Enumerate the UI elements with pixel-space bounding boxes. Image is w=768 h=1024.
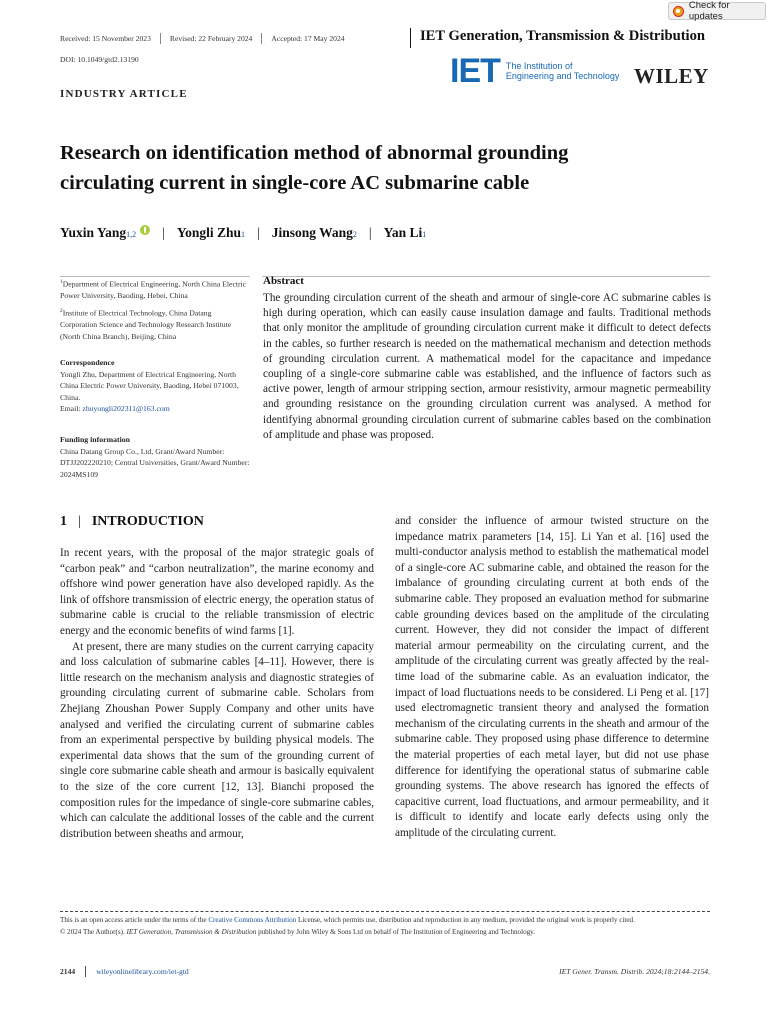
footer-divider: [85, 966, 86, 977]
affiliation-text: Institute of Electrical Technology, China Datang Corporation Science and Technology Research Institute (North China Branch), Beijing, China: [60, 308, 232, 341]
author-separator: |: [162, 225, 165, 240]
license-note: [60, 915, 710, 938]
funding-text: China Datang Group Co., Ltd, Grant/Award Number: DTJJ202220210; Central Universities, Grant/Award Number: 2024MS109: [60, 446, 250, 479]
revised-date: Revised: 22 February 2024: [169, 34, 253, 43]
license-text: License, which permits use, distribution and reproduction in any medium, provided the original work is properly cited.: [296, 916, 635, 924]
article-title: [60, 138, 700, 198]
iet-logo-line2: Engineering and Technology: [505, 71, 620, 81]
check-for-updates-button[interactable]: [668, 2, 766, 20]
author-affiliation-sup[interactable]: 1,2: [126, 230, 137, 239]
section-divider: |: [78, 514, 81, 529]
copyright-line: [60, 927, 710, 939]
author-name[interactable]: Yuxin Yang: [60, 225, 127, 240]
wiley-logo: WILEY: [634, 64, 709, 88]
page-number: 2144: [60, 967, 76, 976]
article-dates: [60, 33, 345, 44]
correspondence-head: Correspondence: [60, 358, 115, 367]
copyright-text: published by John Wiley & Sons Ltd on behalf of The Institution of Engineering and Technology.: [256, 927, 536, 936]
journal-title: IET Generation, Transmission & Distribution: [420, 28, 706, 44]
date-divider: [160, 33, 161, 44]
doi: DOI: 10.1049/gtd2.13190: [60, 55, 139, 64]
section-title: INTRODUCTION: [91, 514, 204, 529]
crossmark-icon: [673, 6, 684, 17]
paragraph: At present, there are many studies on the current carrying capacity and loss calculation of submarine cables [4–11]. However, there is little research on the mechanism analysis and diagnostic strategies of grounding circulating current of submarine cable. Scholars from Zhejiang Zhoushan Power Supply Company and other units have analysed and verified the circulating current of submarine cables from an experimental perspective by building physical models. The experimental data shows that the sum of the grounding current of single core submarine cable sheath and armour is basically equivalent to the size of the core current [12, 13]. Bianchi proposed the composition rules for the impedance of single-core submarine cables, which can calculate the additional losses of the cable and the current distribution between sheaths and armour,: [60, 640, 374, 840]
author-name[interactable]: Yongli Zhu: [176, 225, 242, 240]
journal-url-link[interactable]: wileyonlinelibrary.com/iet-gtd: [96, 967, 189, 976]
date-divider: [261, 33, 262, 44]
email-label: Email:: [60, 404, 83, 414]
affiliation-2: [60, 306, 250, 342]
paragraph: and consider the influence of armour twisted structure on the impedance matrix parameters [14, 15]. Li Yan et al. [16] used the multi-conductor analysis method to establish the mathematical model of a single-core AC submarine cable, and obtained the reason for the imbalance of grounding circulating current at both ends of the submarine cable. They proposed an evaluation method for submarine cable grounding devices based on the amplitude of the circulating current. However, they did not consider the impact of different material armour permeability on the circulating current, and the amplitude of the circulating current was greatly affected by the real-time load of the submarine cable. As an evaluation indicator, the impact of load fluctuations needs to be considered. Li Peng et al. [17] used electromagnetic transient theory and analysed the formation mechanism of the circulating currents in the sheath and armour of the submarine cable. They proposed using phase difference to determine the material properties of each metal layer, but did not use phase difference for identifying the operational status of submarine cable grounding systems. The above research has ignored the effects of capacitive current, load fluctuations, and armour permeability, and it is difficult to identify and locate early defects using only the amplitude of the circulating current.: [395, 515, 709, 839]
correspondence-text: Yongli Zhu, Department of Electrical Engineering, North China Electric Power University, Baoding, Hebei 071003, China.: [60, 369, 239, 402]
accepted-date: Accepted: 17 May 2024: [271, 34, 345, 43]
correspondence-email: [60, 403, 250, 415]
footer-rule: [60, 911, 710, 912]
license-text: This is an open access article under the terms of the: [60, 916, 209, 924]
affiliation-text: Department of Electrical Engineering, North China Electric Power University, Baoding, Hebei, China: [60, 279, 247, 301]
orcid-icon[interactable]: [140, 225, 150, 235]
section-number: 1: [60, 514, 67, 529]
funding-head: Funding information: [60, 435, 130, 444]
intro-left-column: [60, 546, 374, 842]
received-date: Received: 15 November 2023: [60, 34, 151, 43]
email-link[interactable]: zhuyongli202311@163.com: [82, 404, 170, 414]
section-heading: [60, 514, 204, 530]
iet-logo-mark: IET: [450, 52, 500, 90]
article-type: INDUSTRY ARTICLE: [60, 88, 188, 100]
affiliation-sup: 2: [60, 308, 63, 314]
correspondence: [60, 357, 250, 415]
author-affiliation-sup[interactable]: 1: [241, 230, 246, 239]
check-for-updates-label: Check for updates: [688, 0, 730, 22]
abstract-heading: Abstract: [263, 275, 304, 287]
affiliation-sup: 1: [60, 279, 63, 285]
creative-commons-link[interactable]: Creative Commons Attribution: [208, 916, 297, 924]
copyright-journal: IET Generation, Transmission & Distribution: [126, 927, 257, 936]
abstract-rule: [262, 276, 710, 277]
title-line: Research on identification method of abnormal grounding: [60, 142, 569, 164]
iet-logo-line1: The Institution of: [505, 61, 573, 71]
author-affiliation-sup[interactable]: 1: [422, 230, 427, 239]
title-line: circulating current in single-core AC submarine cable: [60, 172, 530, 194]
iet-logo: [450, 52, 620, 90]
author-separator: |: [368, 225, 372, 240]
license-line: [60, 915, 710, 927]
author-name[interactable]: Yan Li: [383, 225, 423, 240]
abstract-text: The grounding circulation current of the sheath and armour of single-core AC submarine cables is high during operation, which can easily cause insulation damage and faults. Traditional methods that only monitor the amplitude of grounding circulation current make it difficult to detect defects in the cables, so further research is needed on the mathematical mechanism and detection methods of grounding circulation current. A mathematical model for the capacitance and impedance coupling of a single-core submarine cable was established, and the influence of factors such as active power, length of armour stripping section, armour resistivity, armour magnetic permeability and grounding resistance on the grounding circulation current was analysed. A method for identifying abnormal grounding circulation current of submarine cables based on the combination of amplitude and phase was proposed.: [263, 292, 711, 441]
journal-citation: IET Gener. Transm. Distrib. 2024;18:2144–2154.: [559, 967, 710, 976]
author-affiliation-sup[interactable]: 2: [352, 230, 357, 239]
journal-divider: [410, 28, 411, 48]
author-list: [60, 225, 426, 241]
affiliation-1: [60, 277, 250, 302]
author-name[interactable]: Jinsong Wang: [271, 225, 353, 240]
intro-right-column: [395, 514, 709, 841]
iet-logo-text: [506, 61, 619, 81]
author-separator: |: [257, 225, 260, 240]
copyright-text: © 2024 The Author(s).: [60, 927, 127, 936]
paragraph: In recent years, with the proposal of the major strategic goals of “carbon peak” and “carbon neutralization”, the marine economy and offshore wind power generation have also developed rapidly. As the link of offshore transmission of electric energy, the operation status of submarine cable is crucial to the reliable transmission of electric energy and the economic benefits of wind farms [1].: [60, 547, 374, 637]
page-footer: [60, 966, 710, 977]
funding: [60, 434, 250, 480]
